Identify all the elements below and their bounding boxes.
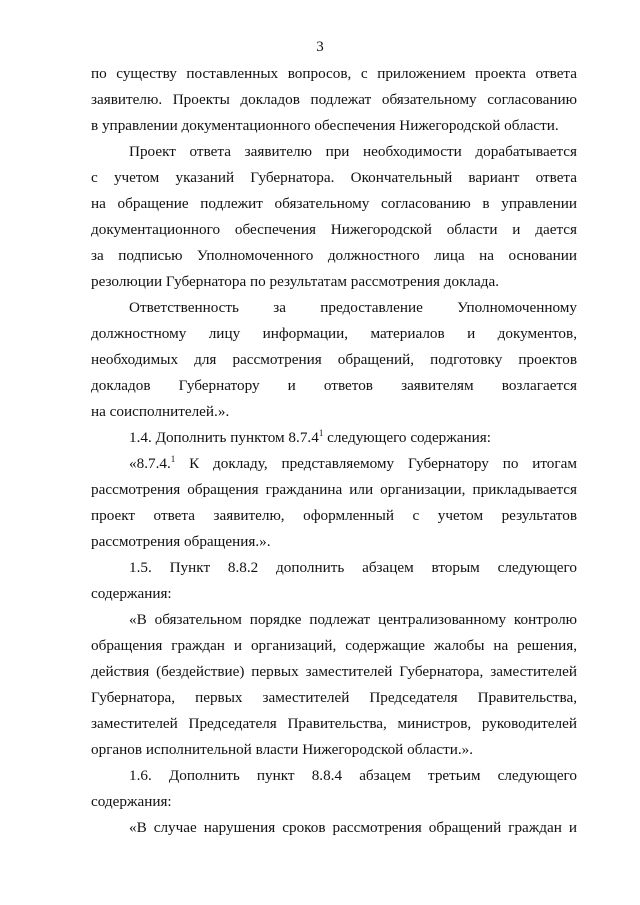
text-line: обращения граждан и организаций, содержащие жалобы на решения, — [91, 637, 577, 654]
text-line: Губернатора, первых заместителей Председателя Правительства, — [91, 689, 577, 706]
text-line: 1.5. Пункт 8.8.2 дополнить абзацем вторым следующего — [129, 559, 577, 576]
text-span: К докладу, представляемому Губернатору по итогам — [189, 455, 577, 472]
text-line: содержания: — [91, 585, 172, 602]
text-line: органов исполнительной власти Нижегородской области.». — [91, 741, 474, 758]
text-line: заявителю. Проекты докладов подлежат обязательному согласованию — [91, 91, 577, 108]
text-line — [129, 427, 577, 449]
text-line: содержания: — [91, 793, 172, 810]
text-span: следующего содержания: — [327, 429, 491, 446]
text-line: необходимых для рассмотрения обращений, подготовку проектов — [91, 351, 577, 368]
text-line: «В случае нарушения сроков рассмотрения обращений граждан и — [129, 819, 577, 836]
text-line: за подписью Уполномоченного должностного лица на основании — [91, 247, 577, 264]
text-line: на обращение подлежит обязательному согласованию в управлении — [91, 195, 577, 212]
text-line: в управлении документационного обеспечения Нижегородской области. — [91, 117, 559, 134]
text-line: с учетом указаний Губернатора. Окончательный вариант ответа — [91, 169, 577, 186]
text-line: проект ответа заявителю, оформленный с учетом результатов — [91, 507, 577, 524]
text-line: должностному лицу информации, материалов и документов, — [91, 325, 577, 342]
text-line: на соисполнителей.». — [91, 403, 230, 420]
text-span — [129, 455, 175, 472]
text-line: заместителей Председателя Правительства, министров, руководителей — [91, 715, 577, 732]
text-line: 1.6. Дополнить пункт 8.8.4 абзацем третьим следующего — [129, 767, 577, 784]
text-line: Ответственность за предоставление Уполномоченному — [129, 299, 577, 316]
superscript: 1 — [170, 454, 176, 464]
text-line: документационного обеспечения Нижегородской области и дается — [91, 221, 577, 238]
text-line — [129, 453, 577, 475]
text-line: резолюции Губернатора по результатам рассмотрения доклада. — [91, 273, 500, 290]
text-span: 1.4. Дополнить пунктом 8.7.4 — [129, 429, 319, 446]
text-line: по существу поставленных вопросов, с приложением проекта ответа — [91, 65, 577, 82]
page-number: 3 — [316, 39, 324, 55]
text-line: рассмотрения обращения гражданина или организации, прикладывается — [91, 481, 577, 498]
text-line: Проект ответа заявителю при необходимости дорабатывается — [129, 143, 577, 160]
superscript: 1 — [318, 428, 324, 438]
text-span: «8.7.4. — [129, 455, 171, 472]
text-line: «В обязательном порядке подлежат централизованному контролю — [129, 611, 577, 628]
text-line: рассмотрения обращения.». — [91, 533, 271, 550]
text-line: действия (бездействие) первых заместителей Губернатора, заместителей — [91, 663, 577, 680]
text-line: докладов Губернатору и ответов заявителям возлагается — [91, 377, 577, 394]
